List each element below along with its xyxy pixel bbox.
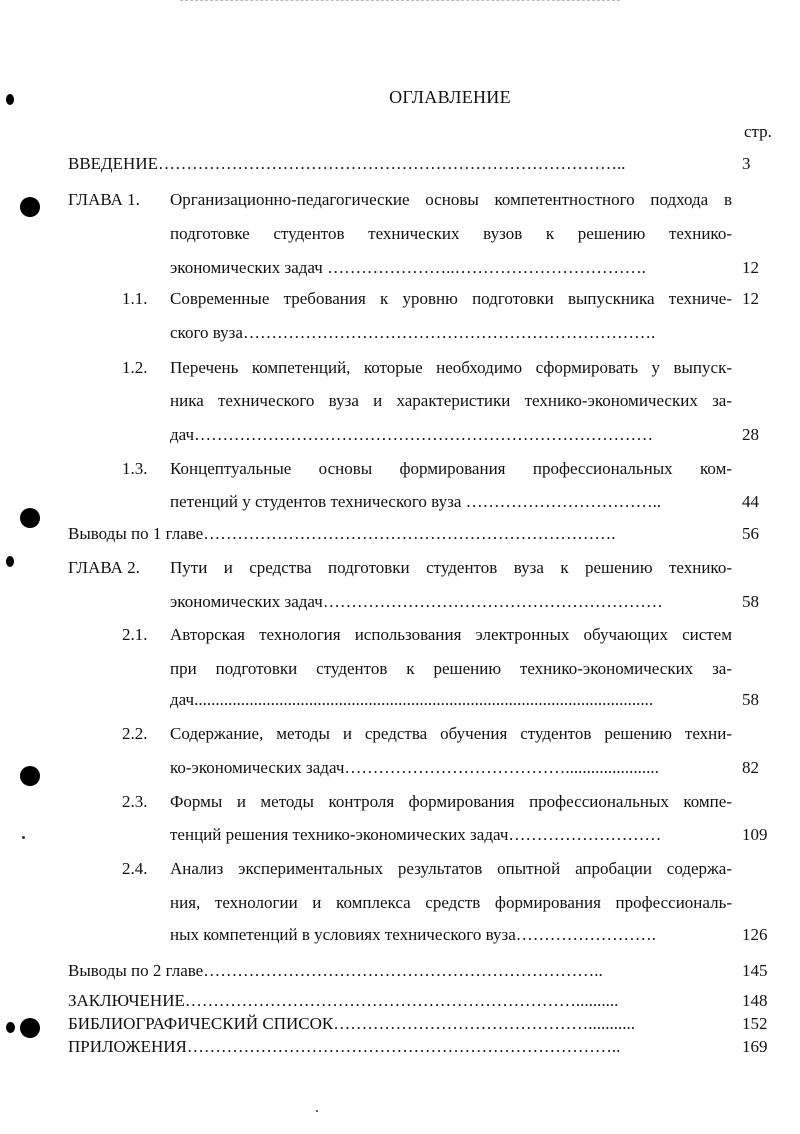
toc-entry-page-number: 12 <box>742 258 759 277</box>
toc-entry-page-number: 58 <box>742 690 759 709</box>
toc-entry-text: Выводы по 1 главе………………………………………………………………. <box>68 524 616 543</box>
toc-entry-text: Перечень компетенций, которые необходимо сформировать у выпуск- <box>170 358 732 377</box>
toc-entry-page-number: 169 <box>742 1037 768 1056</box>
binder-hole-mark <box>316 1110 318 1112</box>
toc-entry-page-number: 145 <box>742 961 768 980</box>
toc-entry-page-number: 44 <box>742 492 759 511</box>
toc-entry-text: экономических задач…………………………………………………… <box>170 592 663 611</box>
toc-entry-text: ных компетенций в условиях технического вуза……………………. <box>170 925 657 944</box>
toc-entry-text: при подготовки студентов к решению технико-экономических за- <box>170 659 732 678</box>
toc-entry-number: 1.1. <box>122 289 148 308</box>
toc-entry-text: Современные требования к уровню подготовки выпускника техниче- <box>170 289 732 308</box>
toc-entry-text: ЗАКЛЮЧЕНИЕ…………………………………………………………….......... <box>68 991 619 1010</box>
toc-entry-text: ко-экономических задач…………………………………...................... <box>170 758 659 777</box>
toc-entry-page-number: 152 <box>742 1014 768 1033</box>
binder-hole-mark <box>20 1018 40 1038</box>
toc-entry-text: Авторская технология использования электронных обучающих систем <box>170 625 732 644</box>
toc-entry-page-number: 12 <box>742 289 759 308</box>
toc-entry-text: экономических задач …………………..……………………………. <box>170 258 646 277</box>
toc-entry-number: 2.2. <box>122 724 148 743</box>
toc-entry-number: 2.3. <box>122 792 148 811</box>
toc-entry-number: ГЛАВА 1. <box>68 190 140 209</box>
binder-hole-mark <box>20 766 40 786</box>
toc-entry-text: Формы и методы контроля формирования профессиональных компе- <box>170 792 732 811</box>
toc-entry-text: ния, технологии и комплекса средств формирования профессиональ- <box>170 893 732 912</box>
toc-entry-text: Содержание, методы и средства обучения студентов решению техни- <box>170 724 732 743</box>
toc-entry-page-number: 126 <box>742 925 768 944</box>
binder-hole-mark <box>20 197 40 217</box>
toc-entry-page-number: 82 <box>742 758 759 777</box>
binder-hole-mark <box>6 556 14 567</box>
toc-entry-text: дач……………………………………………………………………… <box>170 425 654 444</box>
toc-entry-text: Концептуальные основы формирования профессиональных ком- <box>170 459 732 478</box>
toc-entry-number: 1.2. <box>122 358 148 377</box>
toc-entry-page-number: 109 <box>742 825 768 844</box>
toc-entry-text: ника технического вуза и характеристики технико-экономических за- <box>170 391 732 410</box>
binder-hole-mark <box>20 508 40 528</box>
toc-entry-text: подготовке студентов технических вузов к решению технико- <box>170 224 732 243</box>
toc-entry-text: Выводы по 2 главе…………………………………………………………….. <box>68 961 603 980</box>
toc-entry-text: Организационно-педагогические основы компетентностного подхода в <box>170 190 732 209</box>
scan-edge <box>180 0 620 3</box>
toc-entry-number: 2.1. <box>122 625 148 644</box>
toc-entry-text: ВВЕДЕНИЕ……………………………………………………………………….. <box>68 154 626 173</box>
toc-entry-page-number: 28 <box>742 425 759 444</box>
toc-entry-page-number: 3 <box>742 154 751 173</box>
binder-hole-mark <box>22 836 25 839</box>
toc-entry-number: 1.3. <box>122 459 148 478</box>
toc-entry-text: БИБЛИОГРАФИЧЕСКИЙ СПИСОК………………………………………........... <box>68 1014 635 1033</box>
page-title: ОГЛАВЛЕНИЕ <box>389 87 511 107</box>
toc-entry-page-number: 148 <box>742 991 768 1010</box>
toc-entry-number: 2.4. <box>122 859 148 878</box>
page-column-header: стр. <box>744 122 772 141</box>
toc-entry-text: Анализ экспериментальных результатов опытной апробации содержа- <box>170 859 732 878</box>
toc-entry-page-number: 56 <box>742 524 759 543</box>
toc-entry-number: ГЛАВА 2. <box>68 558 140 577</box>
binder-hole-mark <box>6 1022 15 1033</box>
toc-entry-text: петенций у студентов технического вуза …………………………….. <box>170 492 662 511</box>
toc-entry-text: тенций решения технико-экономических задач……………………… <box>170 825 662 844</box>
toc-entry-page-number: 58 <box>742 592 759 611</box>
toc-entry-text: ского вуза………………………………………………………………. <box>170 323 656 342</box>
toc-entry-text: Пути и средства подготовки студентов вуза к решению технико- <box>170 558 732 577</box>
toc-entry-text: ПРИЛОЖЕНИЯ………………………………………………………………….. <box>68 1037 621 1056</box>
toc-entry-text: дач............................................................................................................ <box>170 690 654 709</box>
